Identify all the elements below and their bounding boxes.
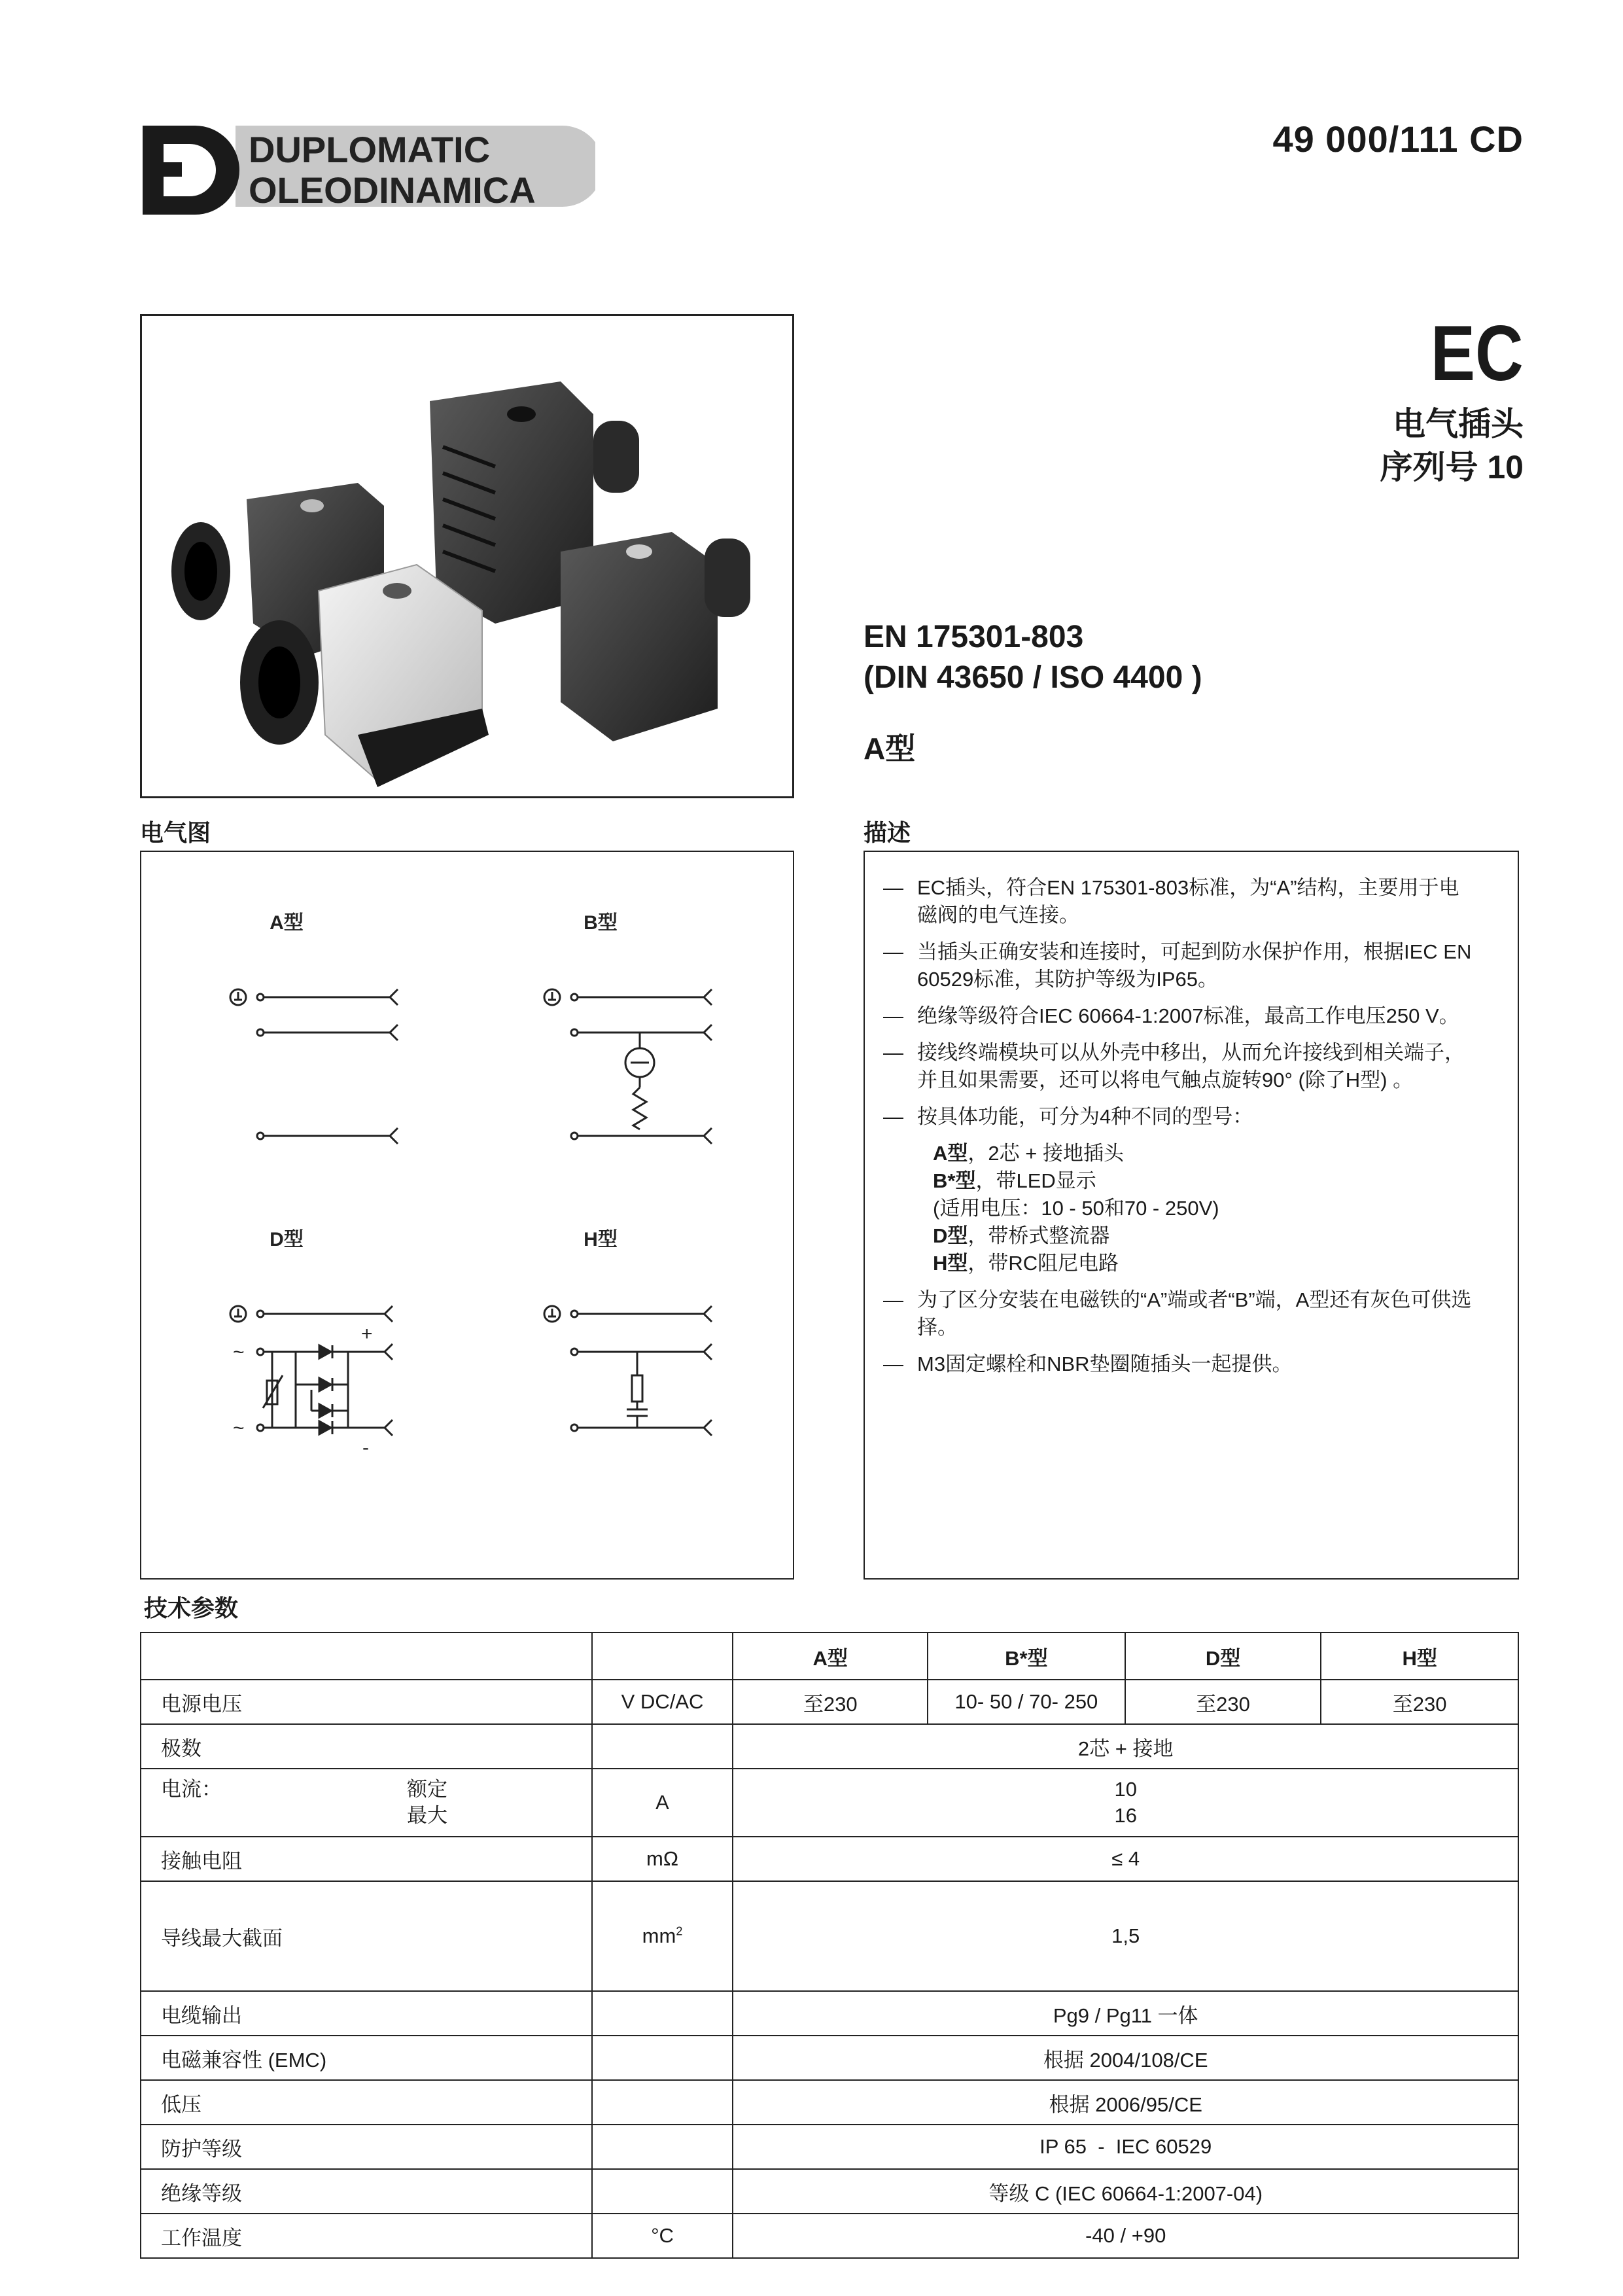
description-item: — M3固定螺栓和NBR垫圈随插头一起提供。: [883, 1352, 1293, 1375]
description-item: — 接线终端模块可以从外壳中移出，从而允许接线到相关端子，并且如果需要，还可以将电气触点旋转90° (除了H型) 。: [883, 1041, 1465, 1091]
table-row: 电缆输出 Pg9 / Pg11 一体: [141, 1991, 1518, 2036]
product-photo: [140, 314, 794, 798]
minus-symbol: -: [362, 1437, 369, 1458]
brand-line2: OLEODINAMICA: [249, 169, 536, 211]
connector-right: [561, 532, 750, 741]
section-heading-description: 描述: [864, 819, 911, 846]
header-type-b: B*型: [928, 1633, 1125, 1680]
ac-symbol-top: ~: [233, 1341, 245, 1363]
table-row: 电源电压 V DC/AC 至230 10- 50 / 70- 250 至230 至230: [141, 1680, 1518, 1724]
table-row: 防护等级 IP 65 - IEC 60529: [141, 2125, 1518, 2169]
diagram-type-a: [230, 989, 398, 1144]
section-heading-diagram: 电气图: [140, 819, 211, 846]
diagram-type-h: [544, 1306, 712, 1436]
table-row: 电流： 额定 最大 A 10 16: [141, 1769, 1518, 1837]
type-list-item: H型，带RC阻尼电路: [933, 1252, 1119, 1275]
company-logo: [137, 118, 595, 216]
header-type-a: A型: [733, 1633, 928, 1680]
table-row: 电磁兼容性 (EMC) 根据 2004/108/CE: [141, 2036, 1518, 2080]
type-list-item: B*型，带LED显示: [933, 1169, 1096, 1192]
brand-line1: DUPLOMATIC: [249, 129, 491, 170]
electrical-diagram-box: [140, 851, 794, 1580]
plus-symbol: +: [361, 1323, 373, 1345]
diagram-label-d: D型: [270, 1229, 304, 1250]
diagram-label-a: A型: [270, 912, 304, 934]
table-row: 极数 2芯 + 接地: [141, 1724, 1518, 1769]
ac-symbol-bottom: ~: [233, 1417, 245, 1439]
type-list-item: (适用电压：10 - 50和70 - 250V): [933, 1197, 1219, 1220]
type-list: [933, 1140, 1478, 1277]
type-list-item: D型，带桥式整流器: [933, 1224, 1110, 1247]
product-code-title: EC: [1431, 309, 1524, 397]
table-row: 低压 根据 2006/95/CE: [141, 2080, 1518, 2125]
description-item: — 当插头正确安装和连接时，可起到防水保护作用，根据IEC EN 60529标准，其防护等级为IP65。: [883, 940, 1472, 991]
table-row: 工作温度 °C -40 / +90: [141, 2214, 1518, 2258]
product-subtitle: 电气插头: [1393, 406, 1524, 442]
description-item: — 按具体功能，可分为4种不同的型号：: [883, 1105, 1253, 1128]
diagram-type-b: [544, 989, 712, 1144]
table-row: 导线最大截面 $mm^2$ 1,5: [141, 1881, 1518, 1991]
description-box: [864, 851, 1519, 1580]
diagram-label-h: H型: [584, 1229, 618, 1250]
standard-line2: (DIN 43650 / ISO 4400 ): [864, 660, 1202, 695]
diagram-label-b: B型: [584, 912, 618, 934]
technical-data-table: [140, 1632, 1519, 2259]
header-type-h: H型: [1321, 1633, 1518, 1680]
description-item: — 为了区分安装在电磁铁的“A”端或者“B”端，A型还有灰色可供选择。: [883, 1288, 1472, 1339]
table-header-row: [141, 1633, 1518, 1680]
table-row: 绝缘等级 等级 C (IEC 60664-1:2007-04): [141, 2169, 1518, 2214]
type-label: A型: [864, 732, 916, 766]
table-row: 接触电阻 mΩ ≤ 4: [141, 1837, 1518, 1881]
series-number: 序列号 10: [1380, 449, 1524, 486]
description-item: — EC插头，符合EN 175301-803标准，为“A”结构，主要用于电磁阀的电气连接。: [883, 876, 1459, 927]
type-list-item: A型，2芯 + 接地插头: [933, 1142, 1124, 1165]
document-code: 49 000/111 CD: [1272, 118, 1524, 160]
standard-line1: EN 175301-803: [864, 620, 1084, 654]
description-item: — 绝缘等级符合IEC 60664-1:2007标准，最高工作电压250 V。: [883, 1004, 1459, 1027]
header-type-d: D型: [1125, 1633, 1321, 1680]
section-heading-technical: 技术参数: [144, 1595, 239, 1621]
